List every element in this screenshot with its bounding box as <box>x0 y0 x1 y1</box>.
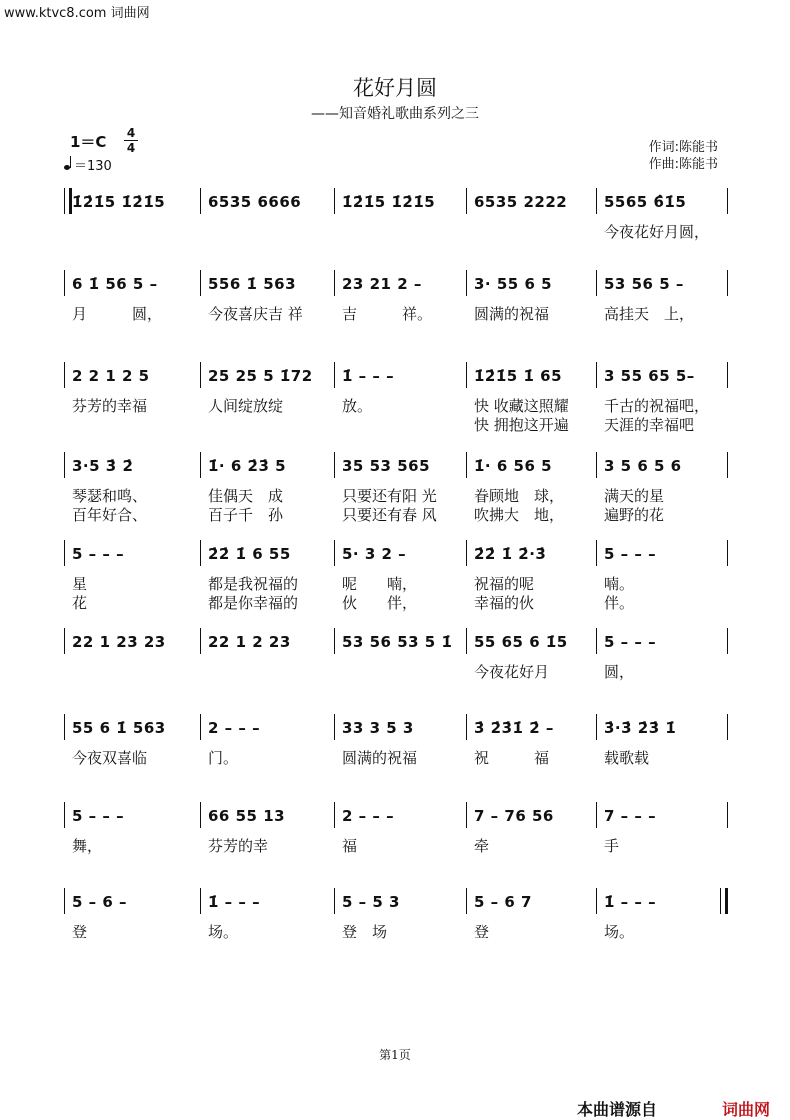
lyric-text: 牵 <box>474 837 490 855</box>
bar-line <box>727 802 728 828</box>
measure-notes: 2 – – – <box>342 807 395 825</box>
bar-line <box>596 362 597 388</box>
song-title: 花好月圆 <box>353 76 437 100</box>
measure-notes: 5 – – – <box>604 545 657 563</box>
lyric-text: 圆满的祝福 <box>474 305 550 323</box>
source-credit: 本曲谱源自 <box>577 1100 658 1119</box>
lyric-text: 遍野的花 <box>604 506 665 524</box>
lyric-text: 都是我祝福的 <box>208 575 299 593</box>
measure-notes: 3̇·3̇ 2̇3̇ 1̇ <box>604 719 677 737</box>
measure-notes: 1̇2̇1̇5 1̇2̇1̇5 <box>72 193 166 211</box>
measure-notes: 7 – 76 56 <box>474 807 554 825</box>
lyric-text: 今夜花好月圆， <box>604 223 710 241</box>
measure-notes: 5 – 5 3 <box>342 893 400 911</box>
measure-notes: 55 65 6 1̇5 <box>474 633 568 651</box>
lyric-text: 伙 伴， <box>342 594 418 612</box>
lyric-text: 芬芳的幸福 <box>72 397 148 415</box>
lyric-text: 佳偶天 成 <box>208 487 284 505</box>
measure-notes: 1̇· 6 56 5 <box>474 457 553 475</box>
bar-line <box>727 452 728 478</box>
lyric-text: 伴。 <box>604 594 635 612</box>
bar-line <box>596 188 597 214</box>
bar-line <box>334 802 335 828</box>
bar-line <box>334 270 335 296</box>
measure-notes: 55 6 1̇ 563 <box>72 719 166 737</box>
bar-line <box>466 714 467 740</box>
bar-line <box>596 888 597 914</box>
bar-line <box>466 802 467 828</box>
measure-notes: 1̇2̇1̇5 1̇2̇1̇5 <box>342 193 436 211</box>
lyric-text: 今夜喜庆吉 祥 <box>208 305 303 323</box>
score-system <box>64 888 728 948</box>
bar-line <box>64 714 65 740</box>
bar-line <box>64 802 65 828</box>
lyric-text: 呢 喃， <box>342 575 418 593</box>
score-system <box>64 714 728 774</box>
lyric-text: 登 <box>474 923 490 941</box>
bar-line <box>200 802 201 828</box>
measure-notes: 22 1 23 23 <box>72 633 166 651</box>
lyric-text: 天涯的幸福吧 <box>604 416 695 434</box>
site-logo: 词曲网 <box>722 1100 771 1119</box>
tempo-marking <box>64 155 112 174</box>
lyricist-credit: 作词:陈能书 <box>648 140 718 155</box>
bar-line <box>334 188 335 214</box>
score-system <box>64 452 728 524</box>
bar-line <box>596 714 597 740</box>
lyric-text: 人间绽放绽 <box>208 397 284 415</box>
bar-line <box>200 188 201 214</box>
lyric-text: 千古的祝福吧， <box>604 397 710 415</box>
score-system <box>64 540 728 612</box>
page-number: 第1页 <box>379 1048 411 1062</box>
measure-notes: 2 2 1 2 5 <box>72 367 150 385</box>
time-signature <box>124 127 138 154</box>
bar-line <box>727 270 728 296</box>
bar-line <box>727 188 728 214</box>
bar-line <box>64 188 72 214</box>
measure-notes: 23 21 2 – <box>342 275 422 293</box>
bar-line <box>64 452 65 478</box>
lyric-text: 祝福的呢 <box>474 575 535 593</box>
bar-line <box>334 540 335 566</box>
measure-notes: 3· 55 6 5 <box>474 275 553 293</box>
lyric-text: 手 <box>604 837 620 855</box>
bar-line <box>466 362 467 388</box>
lyric-text: 星 <box>72 575 88 593</box>
measure-notes: 5 – – – <box>72 807 125 825</box>
measure-notes: 3̇ 2̇3̇1̇ 2̇ – <box>474 719 554 737</box>
lyric-text: 圆， <box>604 663 635 681</box>
bar-line <box>596 628 597 654</box>
lyric-text: 吹拂大 地， <box>474 506 565 524</box>
lyric-text: 登 场 <box>342 923 388 941</box>
bar-line <box>334 452 335 478</box>
measure-notes: 6535 2222 <box>474 193 568 211</box>
lyric-text: 快 收藏这照耀 <box>474 397 569 415</box>
measure-notes: 22 1 2 23 <box>208 633 291 651</box>
bar-line <box>466 188 467 214</box>
bar-line <box>596 540 597 566</box>
measure-notes: 5· 3 2 – <box>342 545 407 563</box>
measure-notes: 5 – – – <box>72 545 125 563</box>
bar-line <box>200 714 201 740</box>
bar-line <box>727 362 728 388</box>
lyric-text: 幸福的伙 <box>474 594 535 612</box>
bar-line <box>200 270 201 296</box>
lyric-text: 今夜花好月 <box>474 663 550 681</box>
score-system <box>64 188 728 248</box>
song-subtitle: ——知音婚礼歌曲系列之三 <box>311 106 479 122</box>
bar-line <box>334 628 335 654</box>
bar-line <box>466 452 467 478</box>
measure-notes: 66 55 13 <box>208 807 286 825</box>
lyric-text: 圆满的祝福 <box>342 749 418 767</box>
measure-notes: 1̇2̇1̇5 1̇ 65 <box>474 367 563 385</box>
measure-notes: 556 1̇ 563 <box>208 275 297 293</box>
measure-notes: 3 55 65 5– <box>604 367 695 385</box>
lyric-text: 高挂天 上， <box>604 305 695 323</box>
bar-line <box>200 362 201 388</box>
bar-line <box>334 888 335 914</box>
bar-line <box>727 714 728 740</box>
bar-line <box>64 540 65 566</box>
lyric-text: 百年好合、 <box>72 506 148 524</box>
lyric-text: 喃。 <box>604 575 635 593</box>
lyric-text: 祝 福 <box>474 749 550 767</box>
measure-notes: 35 53 565 <box>342 457 431 475</box>
bar-line <box>596 452 597 478</box>
measure-notes: 3 5 6 5 6 <box>604 457 682 475</box>
bar-line <box>334 714 335 740</box>
lyric-text: 放。 <box>342 397 373 415</box>
lyric-text: 都是你幸福的 <box>208 594 299 612</box>
measure-notes: 1̇ – – – <box>342 367 395 385</box>
time-signature-bottom: 4 <box>126 141 136 155</box>
lyric-text: 满天的星 <box>604 487 665 505</box>
lyric-text: 门。 <box>208 749 239 767</box>
quarter-note-icon <box>64 165 70 170</box>
lyric-text: 眷顾地 球， <box>474 487 565 505</box>
lyric-text: 花 <box>72 594 88 612</box>
measure-notes: 53 56 53 5 1̇ <box>342 633 453 651</box>
measure-notes: 1̇ – – – <box>208 893 261 911</box>
measure-notes: 5 – – – <box>604 633 657 651</box>
score-system <box>64 628 728 688</box>
lyric-text: 场。 <box>208 923 239 941</box>
lyric-text: 载歌载 <box>604 749 650 767</box>
score-system <box>64 802 728 862</box>
measure-notes: 25 25 5 1̇72 <box>208 367 313 385</box>
measure-notes: 53 56 5 – <box>604 275 684 293</box>
measure-notes: 2 – – – <box>208 719 261 737</box>
bar-line <box>64 362 65 388</box>
measure-notes: 2̇2̇ 1̇ 2̇·3̇ <box>474 545 547 563</box>
bar-line <box>466 888 467 914</box>
bar-line <box>466 270 467 296</box>
bar-line <box>200 888 201 914</box>
lyric-text: 快 拥抱这开遍 <box>474 416 569 434</box>
lyric-text: 福 <box>342 837 358 855</box>
lyric-text: 今夜双喜临 <box>72 749 148 767</box>
bar-line <box>466 628 467 654</box>
bar-line <box>727 628 728 654</box>
measure-notes: 3·5 3̇ 2̇ <box>72 457 134 475</box>
bar-line <box>334 362 335 388</box>
lyric-text: 只要还有阳 光 <box>342 487 437 505</box>
bar-line <box>64 888 65 914</box>
bar-line <box>64 628 65 654</box>
lyric-text: 场。 <box>604 923 635 941</box>
bar-line <box>596 802 597 828</box>
measure-notes: 33 3 5 3 <box>342 719 414 737</box>
measure-notes: 1̇· 6 2̇3̇ 5 <box>208 457 287 475</box>
score-system <box>64 270 728 330</box>
bar-line <box>200 452 201 478</box>
measure-notes: 5 – 6 7 <box>474 893 532 911</box>
composer-credit: 作曲:陈能书 <box>648 157 718 172</box>
lyric-text: 百子千 孙 <box>208 506 284 524</box>
lyric-text: 只要还有春 风 <box>342 506 437 524</box>
lyric-text: 月 圆， <box>72 305 163 323</box>
time-signature-top: 4 <box>126 126 136 140</box>
key-signature: 1＝C <box>70 133 107 151</box>
measure-notes: 2̇2̇ 1̇ 6 55 <box>208 545 291 563</box>
watermark: www.ktvc8.com 词曲网 <box>4 6 150 21</box>
lyric-text: 吉 祥。 <box>342 305 433 323</box>
measure-notes: 1̇ – – – <box>604 893 657 911</box>
measure-notes: 6535 6666 <box>208 193 302 211</box>
bar-line <box>727 540 728 566</box>
bar-line <box>596 270 597 296</box>
tempo-value: ＝130 <box>74 159 112 174</box>
measure-notes: 5 – 6 – <box>72 893 128 911</box>
bar-line <box>200 628 201 654</box>
measure-notes: 5565 6̂1̇5 <box>604 193 687 211</box>
score-system <box>64 362 728 434</box>
lyric-text: 舞， <box>72 837 103 855</box>
bar-line <box>200 540 201 566</box>
bar-line <box>466 540 467 566</box>
lyric-text: 琴瑟和鸣、 <box>72 487 148 505</box>
measure-notes: 6 1̇ 56 5 – <box>72 275 158 293</box>
bar-line <box>64 270 65 296</box>
lyric-text: 芬芳的幸 <box>208 837 269 855</box>
lyric-text: 登 <box>72 923 88 941</box>
measure-notes: 7 – – – <box>604 807 657 825</box>
